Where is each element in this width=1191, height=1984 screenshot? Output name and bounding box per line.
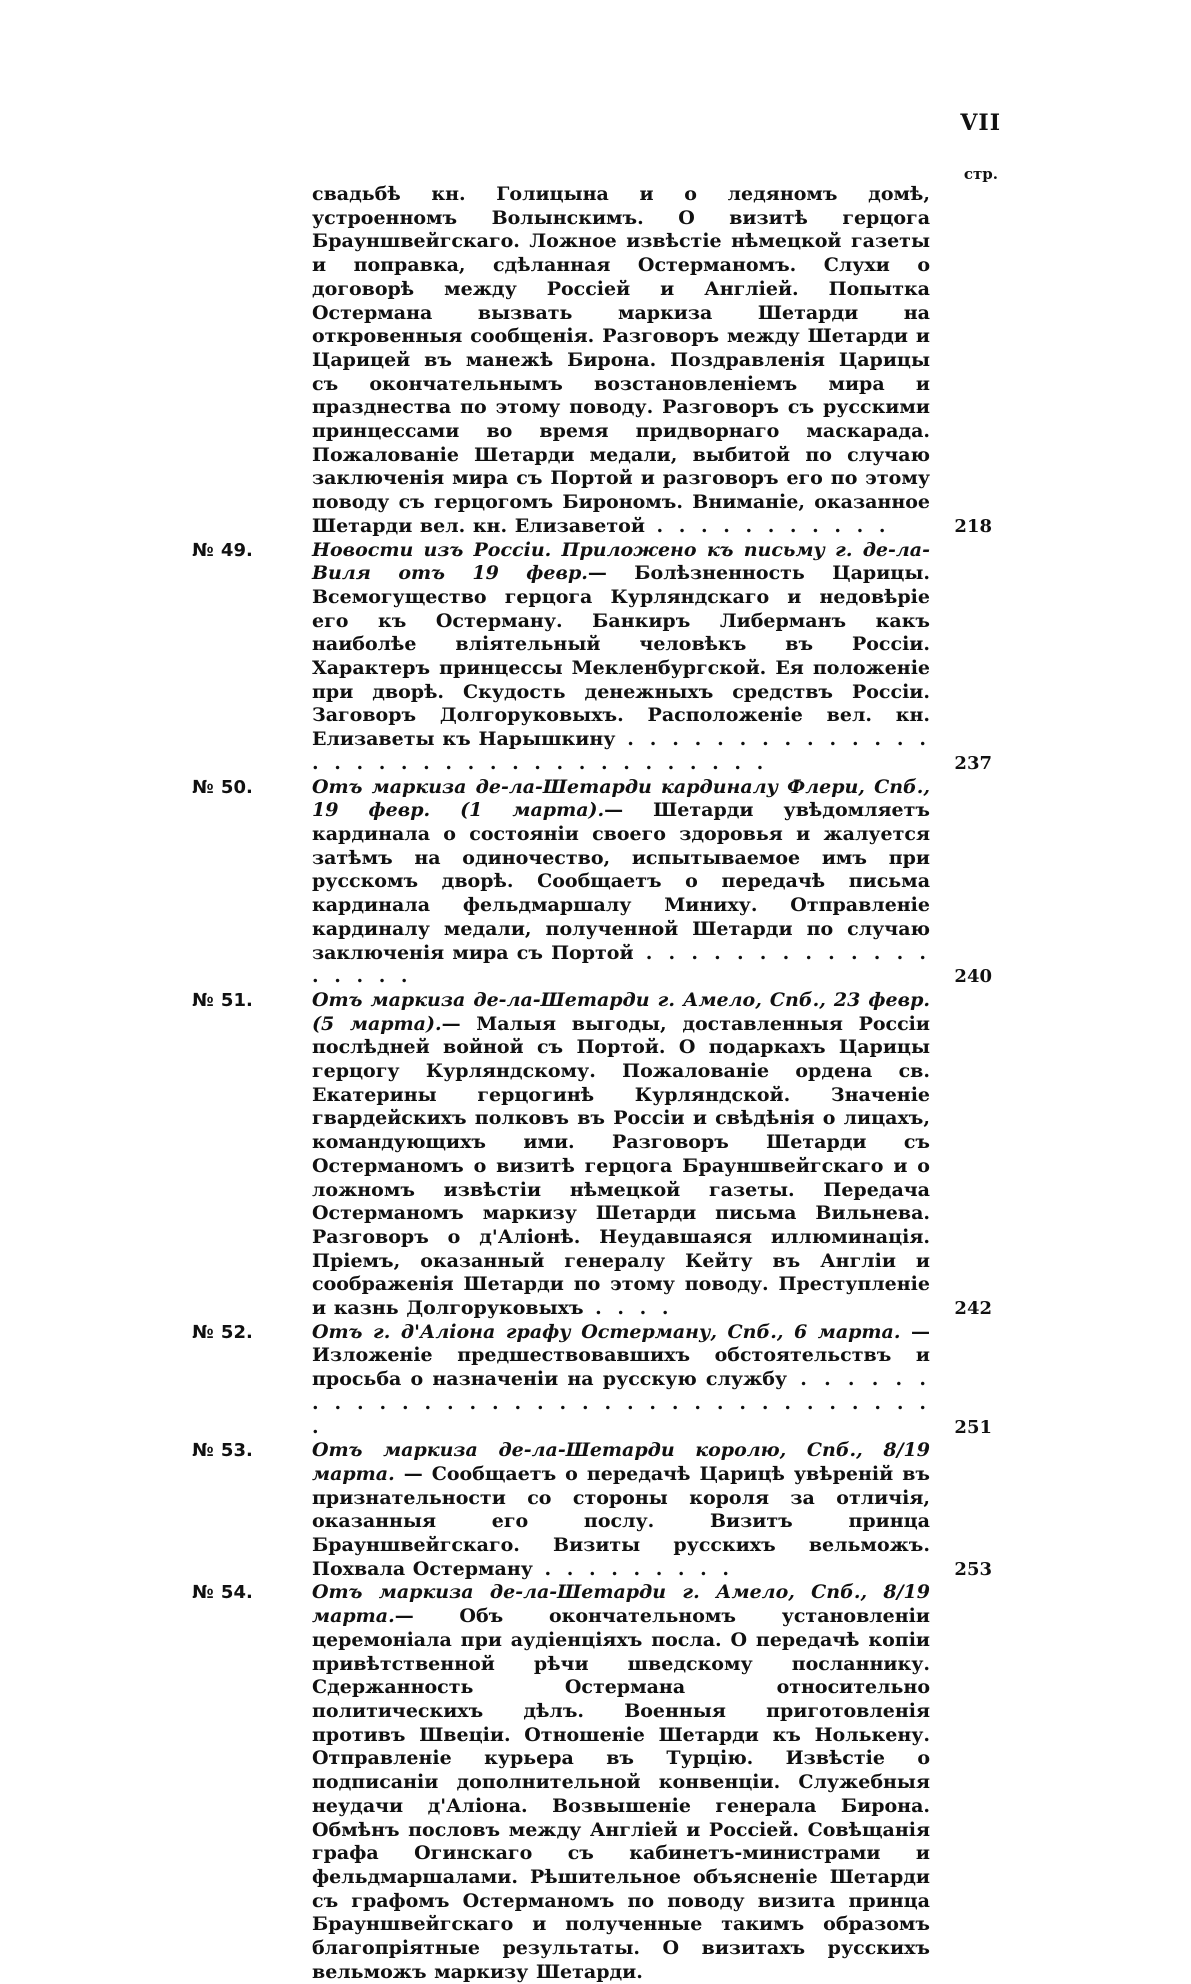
entry-text: — Объ окончательномъ установленіи церемоніала при аудіенціяхъ посла. О передачѣ копіи привѣтственной рѣчи шведскому посланнику. Сдержанность Остермана относительно политическихъ дѣлъ. Военныя приготовленія противъ Швеціи. Отношеніе Шетарди къ Нолькену. Отправленіе курьера въ Турцію. Извѣстіе о подписаніи дополнительной конвенціи. Служебныя неудачи д'Аліона. Возвышеніе генерала Бирона. Обмѣнъ пословъ между Англіей и Россіей. Совѣщанія графа Огинскаго съ кабинетъ-министрами и фельдмаршалами. Рѣшительное объясненіе Шетарди съ графомъ Остерманомъ по поводу визита принца Брауншвейгскаго и полученные такимъ образомъ благопріятные результаты. О визитахъ русскихъ вельможъ маркизу Шетарди. xyxy=(312,1605,930,1983)
entry-number: № 54. xyxy=(192,1582,253,1604)
entry-body xyxy=(192,989,992,1321)
leader-dots: . . . . . . . . . . . . . . . . . . . . . . . . . . . . . . . . . . . xyxy=(312,1368,930,1438)
entry-heading: Отъ маркиза де-ла-Шетарди королю, Спб., 8/19 марта. xyxy=(312,1439,930,1485)
entry-heading: Отъ маркиза де-ла-Шетарди г. Амело, Спб., 8/19 марта. xyxy=(312,1581,930,1628)
entry-number: № 51. xyxy=(192,989,253,1011)
entry-text: — Сообщаетъ о передачѣ Царицѣ увѣреній въ признательности со стороны короля за отличія, оказанныя его послу. Визитъ принца Брауншвейгскаго. Визиты русскихъ вельможъ. Похвала Остерману xyxy=(312,1462,930,1580)
page-reference: 242 xyxy=(954,1298,992,1320)
toc-entry-53 xyxy=(192,1439,992,1581)
entry-text: — Болѣзненность Царицы. Всемогущество герцога Курляндскаго и недовѣріе его къ Остерману. Банкиръ Либерманъ какъ наиболѣе вліятельный человѣкъ въ Россіи. Характеръ принцессы Мекленбургской. Ея положеніе при дворѣ. Скудость денежныхъ средствъ Россіи. Заговоръ Долгоруковыхъ. Расположеніе вел. кн. Елизаветы къ Нарышкину xyxy=(312,562,930,751)
entry-number: № 49. xyxy=(192,539,253,561)
entry-body xyxy=(192,1581,992,1984)
entry-text: свадьбѣ кн. Голицына и о ледяномъ домѣ, устроенномъ Волынскимъ. О визитѣ герцога Брауншвейгскаго. Ложное извѣстіе нѣмецкой газеты и поправка, сдѣланная Остерманомъ. Слухи о договорѣ между Россіей и Англіей. Попытка Остермана вызвать маркиза Шетарди на откровенныя сообщенія. Разговоръ между Шетарди и Царицей въ манежѣ Бирона. Поздравленія Царицы съ окончательнымъ возстановленіемъ мира и празднества по этому поводу. Разговоръ съ русскими принцессами во время придворнаго маскарада. Пожалованіе Шетарди медали, выбитой по случаю заключенія мира съ Портой и разговоръ его по этому поводу съ герцогомъ Бирономъ. Вниманіе, оказанное Шетарди вел. кн. Елизаветой xyxy=(312,183,930,537)
entry-text: — Малыя выгоды, доставленныя Россіи послѣдней войной съ Портой. О подаркахъ Царицы герцогу Курляндскому. Пожалованіе ордена св. Екатерины герцогинѣ Курляндской. Значеніе гвардейскихъ полковъ въ Россіи и свѣдѣнія о лицахъ, командующихъ ими. Разговоръ Шетарди съ Остерманомъ о визитѣ герцога Брауншвейгскаго и о ложномъ извѣстіи нѣмецкой газеты. Передача Остерманомъ маркизу Шетарди письма Вильнева. Разговоръ о д'Аліонѣ. Неудавшаяся иллюминація. Пріемъ, оказанный генералу Кейту въ Англіи и соображенія Шетарди по этому поводу. Преступленіе и казнь Долгоруковыхъ xyxy=(312,1012,930,1320)
page-column-label: стр. xyxy=(963,165,998,183)
entry-body xyxy=(192,183,992,539)
entry-heading: Отъ г. д'Аліона графу Остерману, Спб., 6 марта. xyxy=(312,1320,901,1343)
entry-text: — Изложеніе предшествовавшихъ обстоятельствъ и просьба о назначеніи на русскую службу xyxy=(312,1320,930,1391)
entry-number: № 50. xyxy=(192,776,253,798)
toc-entry-51 xyxy=(192,989,992,1321)
entry-heading: Новости изъ Россіи. Приложено къ письму г. де-ла-Виля отъ 19 февр. xyxy=(312,538,930,585)
entry-number: № 52. xyxy=(192,1321,253,1343)
leader-dots: . . . . . . . . . . . . . . . . . . . . . . . . . . . . . . . . . . . xyxy=(312,728,930,774)
leader-dots: . . . . xyxy=(583,1297,673,1320)
entry-text: — Шетарди увѣдомляетъ кардинала о состояніи своего здоровья и жалуется затѣмъ на одиночество, испытываемое имъ при русскомъ дворѣ. Сообщаетъ о передачѣ письма кардинала фельдмаршалу Миниху. Отправленіе кардиналу медали, полученной Шетарди по случаю заключенія мира съ Портой xyxy=(312,799,930,964)
page-reference: 218 xyxy=(954,515,992,537)
entry-body xyxy=(192,1321,992,1440)
page-number: VII xyxy=(960,110,1001,136)
entry-number: № 53. xyxy=(192,1440,253,1462)
page-reference: 237 xyxy=(954,752,992,774)
entry-heading: Отъ маркиза де-ла-Шетарди г. Амело, Спб., 23 февр. (5 марта). xyxy=(312,988,930,1035)
entry-body xyxy=(192,539,992,776)
table-of-contents xyxy=(192,183,992,1984)
page-reference: 240 xyxy=(954,966,992,988)
toc-entry-49 xyxy=(192,539,992,776)
entry-heading: Отъ маркиза де-ла-Шетарди кардиналу Флери, Спб., 19 февр. (1 марта). xyxy=(312,775,930,822)
toc-entry-50 xyxy=(192,776,992,989)
leader-dots: . . . . . . . . . xyxy=(532,1557,734,1580)
leader-dots: . . . . . . . . . . . xyxy=(644,514,890,537)
leader-dots: . . . . . . . . . . . . . . . . . . xyxy=(312,941,931,988)
page-reference: 251 xyxy=(954,1416,992,1438)
entry-body xyxy=(192,776,992,989)
toc-entry-52 xyxy=(192,1321,992,1440)
toc-entry-54 xyxy=(192,1581,992,1984)
page-reference: 253 xyxy=(954,1558,992,1580)
entry-body xyxy=(192,1439,992,1581)
toc-entry-continued xyxy=(192,183,992,539)
